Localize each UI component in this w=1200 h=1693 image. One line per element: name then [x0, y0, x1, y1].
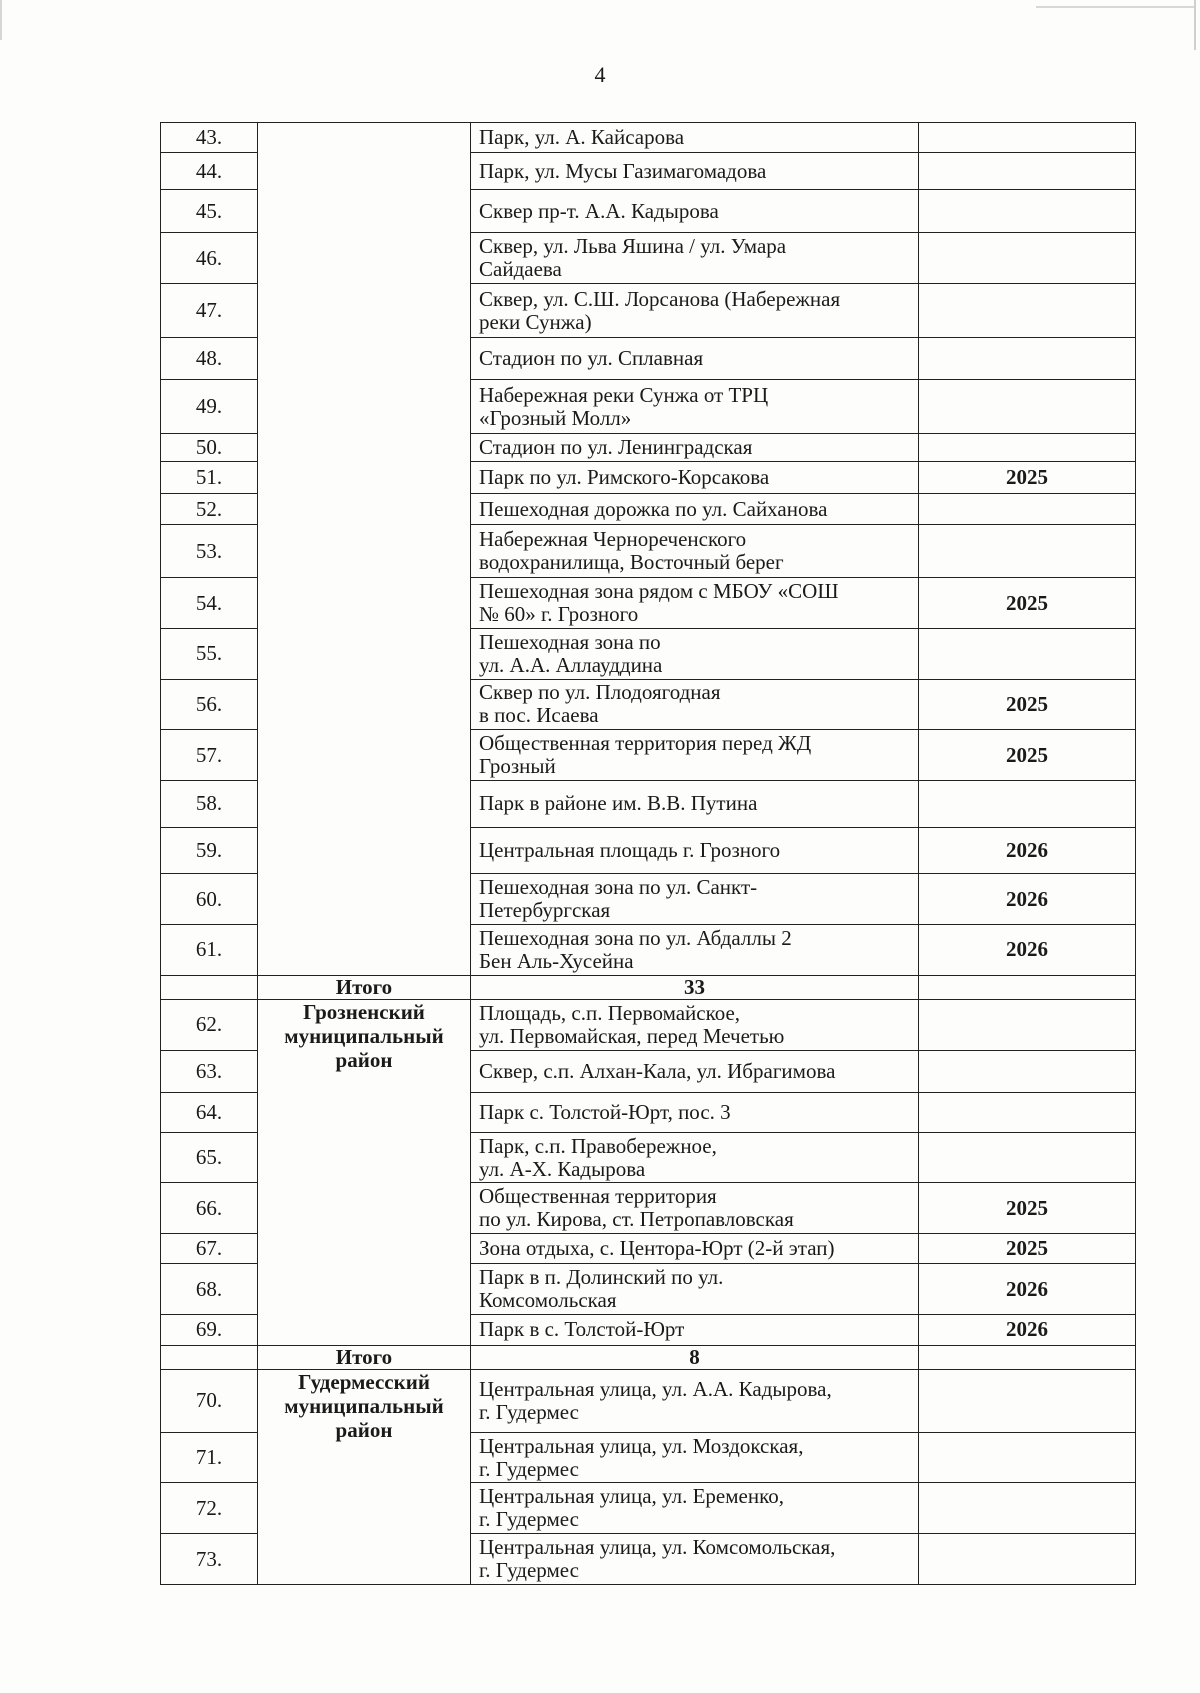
row-number: 61.	[161, 924, 258, 975]
scan-edge-left	[0, 0, 2, 40]
row-number: 73.	[161, 1534, 258, 1585]
row-number: 63.	[161, 1050, 258, 1093]
row-number: 66.	[161, 1183, 258, 1234]
year-cell: 2025	[919, 578, 1136, 629]
territory-name: Пешеходная зона по ул. Санкт- Петербургская	[471, 874, 919, 925]
territory-name: Площадь, с.п. Первомайское, ул. Первомайская, перед Мечетью	[471, 999, 919, 1050]
territory-name: Парк по ул. Римского-Корсакова	[471, 461, 919, 493]
row-number: 70.	[161, 1369, 258, 1432]
year-cell	[919, 525, 1136, 578]
territory-name: Парк, ул. Мусы Газимагомадова	[471, 153, 919, 189]
territory-name: Стадион по ул. Ленинградская	[471, 434, 919, 461]
total-year-empty	[919, 1345, 1136, 1369]
territory-name: Набережная реки Сунжа от ТРЦ «Грозный Молл»	[471, 380, 919, 434]
territory-name: Парк, ул. А. Кайсарова	[471, 123, 919, 153]
row-number: 59.	[161, 827, 258, 874]
year-cell	[919, 1132, 1136, 1183]
total-year-empty	[919, 975, 1136, 999]
district-cell-empty	[258, 123, 471, 976]
territory-name: Пешеходная зона рядом с МБОУ «СОШ № 60» г. Грозного	[471, 578, 919, 629]
territory-name: Общественная территория перед ЖД Грозный	[471, 730, 919, 781]
row-number: 55.	[161, 628, 258, 679]
row-number: 56.	[161, 679, 258, 730]
territory-name: Пешеходная дорожка по ул. Сайханова	[471, 494, 919, 525]
row-number: 60.	[161, 874, 258, 925]
scan-edge-top-right	[1036, 6, 1196, 8]
territory-name: Парк в п. Долинский по ул. Комсомольская	[471, 1264, 919, 1315]
table-row	[161, 999, 1136, 1050]
row-number: 45.	[161, 189, 258, 233]
row-number: 62.	[161, 999, 258, 1050]
year-cell	[919, 233, 1136, 284]
year-cell: 2026	[919, 827, 1136, 874]
total-empty-cell	[161, 1345, 258, 1369]
territories-table	[160, 122, 1136, 1585]
row-number: 43.	[161, 123, 258, 153]
year-cell	[919, 189, 1136, 233]
row-number: 64.	[161, 1093, 258, 1133]
row-number: 53.	[161, 525, 258, 578]
year-cell	[919, 1432, 1136, 1483]
year-cell	[919, 123, 1136, 153]
total-label: Итого	[258, 975, 471, 999]
year-cell	[919, 780, 1136, 827]
territory-name: Пешеходная зона по ул. А.А. Аллауддина	[471, 628, 919, 679]
total-row	[161, 975, 1136, 999]
territory-name: Пешеходная зона по ул. Абдаллы 2 Бен Аль-Хусейна	[471, 924, 919, 975]
year-cell: 2026	[919, 874, 1136, 925]
territory-name: Стадион по ул. Сплавная	[471, 337, 919, 380]
year-cell: 2025	[919, 461, 1136, 493]
row-number: 71.	[161, 1432, 258, 1483]
page-number: 4	[594, 62, 606, 87]
year-cell: 2025	[919, 679, 1136, 730]
year-cell	[919, 337, 1136, 380]
row-number: 46.	[161, 233, 258, 284]
row-number: 52.	[161, 494, 258, 525]
year-cell	[919, 1369, 1136, 1432]
scan-edge-right	[1194, 0, 1200, 50]
district-name: Грозненский муниципальный район	[258, 999, 471, 1345]
row-number: 49.	[161, 380, 258, 434]
year-cell: 2025	[919, 1183, 1136, 1234]
row-number: 67.	[161, 1234, 258, 1264]
row-number: 54.	[161, 578, 258, 629]
year-cell: 2026	[919, 1315, 1136, 1345]
territory-name: Парк, с.п. Правобережное, ул. А-Х. Кадырова	[471, 1132, 919, 1183]
territory-name: Общественная территория по ул. Кирова, ст. Петропавловская	[471, 1183, 919, 1234]
territory-name: Сквер, ул. Льва Яшина / ул. Умара Сайдаева	[471, 233, 919, 284]
territory-name: Парк в районе им. В.В. Путина	[471, 780, 919, 827]
row-number: 68.	[161, 1264, 258, 1315]
territory-name: Центральная улица, ул. Комсомольская, г. Гудермес	[471, 1534, 919, 1585]
territory-name: Парк в с. Толстой-Юрт	[471, 1315, 919, 1345]
row-number: 47.	[161, 284, 258, 338]
total-row	[161, 1345, 1136, 1369]
territory-name: Сквер, ул. С.Ш. Лорсанова (Набережная реки Сунжа)	[471, 284, 919, 338]
territory-name: Центральная улица, ул. А.А. Кадырова, г. Гудермес	[471, 1369, 919, 1432]
row-number: 50.	[161, 434, 258, 461]
row-number: 69.	[161, 1315, 258, 1345]
year-cell	[919, 434, 1136, 461]
year-cell: 2026	[919, 924, 1136, 975]
year-cell	[919, 284, 1136, 338]
row-number: 51.	[161, 461, 258, 493]
row-number: 65.	[161, 1132, 258, 1183]
territory-name: Центральная улица, ул. Еременко, г. Гудермес	[471, 1483, 919, 1534]
year-cell: 2025	[919, 730, 1136, 781]
row-number: 44.	[161, 153, 258, 189]
year-cell	[919, 1534, 1136, 1585]
total-empty-cell	[161, 975, 258, 999]
year-cell	[919, 1483, 1136, 1534]
total-label: Итого	[258, 1345, 471, 1369]
year-cell	[919, 1093, 1136, 1133]
territory-name: Сквер по ул. Плодоягодная в пос. Исаева	[471, 679, 919, 730]
year-cell: 2025	[919, 1234, 1136, 1264]
row-number: 72.	[161, 1483, 258, 1534]
territory-name: Сквер, с.п. Алхан-Кала, ул. Ибрагимова	[471, 1050, 919, 1093]
territory-name: Набережная Чернореченского водохранилища, Восточный берег	[471, 525, 919, 578]
year-cell	[919, 628, 1136, 679]
total-value: 8	[471, 1345, 919, 1369]
territory-name: Центральная улица, ул. Моздокская, г. Гудермес	[471, 1432, 919, 1483]
territory-name: Сквер пр-т. А.А. Кадырова	[471, 189, 919, 233]
territory-name: Центральная площадь г. Грозного	[471, 827, 919, 874]
year-cell	[919, 999, 1136, 1050]
total-value: 33	[471, 975, 919, 999]
year-cell	[919, 380, 1136, 434]
row-number: 48.	[161, 337, 258, 380]
table-row	[161, 123, 1136, 153]
district-name: Гудермесский муниципальный район	[258, 1369, 471, 1584]
year-cell: 2026	[919, 1264, 1136, 1315]
territory-name: Зона отдыха, с. Центора-Юрт (2-й этап)	[471, 1234, 919, 1264]
year-cell	[919, 153, 1136, 189]
row-number: 57.	[161, 730, 258, 781]
year-cell	[919, 494, 1136, 525]
territory-name: Парк с. Толстой-Юрт, пос. 3	[471, 1093, 919, 1133]
table-row	[161, 1369, 1136, 1432]
row-number: 58.	[161, 780, 258, 827]
year-cell	[919, 1050, 1136, 1093]
